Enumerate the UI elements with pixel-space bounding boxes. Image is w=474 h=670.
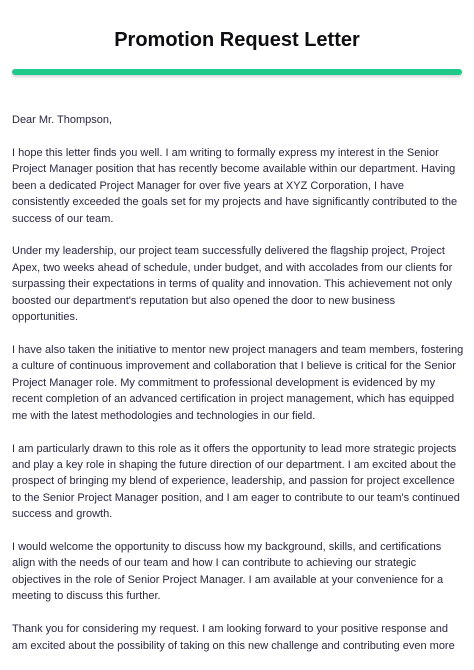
paragraph-closing: Thank you for considering my request. I am looking forward to your positive response and am excited about the possibility of taking on this new challenge and contributing even more: [12, 623, 455, 652]
letter-body: [12, 112, 464, 670]
page-title: Promotion Request Letter: [114, 29, 360, 51]
paragraph-achievement: Under my leadership, our project team successfully delivered the flagship project, Project Apex, two weeks ahead of schedule, under budget, and with accolades from our clients for surpassing their expectations in terms of quality and innovation. This achievement not only boosted our department's reputation but also opened the door to new business opportunities.: [12, 245, 453, 324]
paragraph-motivation: I am particularly drawn to this role as it offers the opportunity to lead more strategic projects and play a key role in shaping the future direction of our department. I am excited about the prospect of bringing my blend of experience, leadership, and passion for project excellence to the Senior Project Manager position, and I am eager to contribute to our team's continued success and growth.: [12, 442, 460, 521]
paragraph-intro: I hope this letter finds you well. I am writing to formally express my interest in the Senior Project Manager position that has recently become available within our department. Having been a dedicated Project Manager for over five years at XYZ Corporation, I have consistently exceeded the goals set for my projects and have significantly contributed to the success of our team.: [12, 146, 458, 225]
title-divider: [12, 69, 462, 75]
paragraph-meeting-request: I would welcome the opportunity to discuss how my background, skills, and certifications align with the needs of our team and how I can contribute to achieving our strategic objectives in the role of Senior Project Manager. I am available at your convenience for a meeting to discuss this further.: [12, 541, 444, 603]
paragraph-mentoring: I have also taken the initiative to mentor new project managers and team members, fostering a culture of continuous improvement and collaboration that I believe is critical for the Senior Project Manager role. My commitment to professional development is evidenced by my recent completion of an advanced certification in project management, which has equipped me with the latest methodologies and technologies in our field.: [12, 343, 464, 422]
salutation: Dear Mr. Thompson,: [12, 114, 113, 126]
